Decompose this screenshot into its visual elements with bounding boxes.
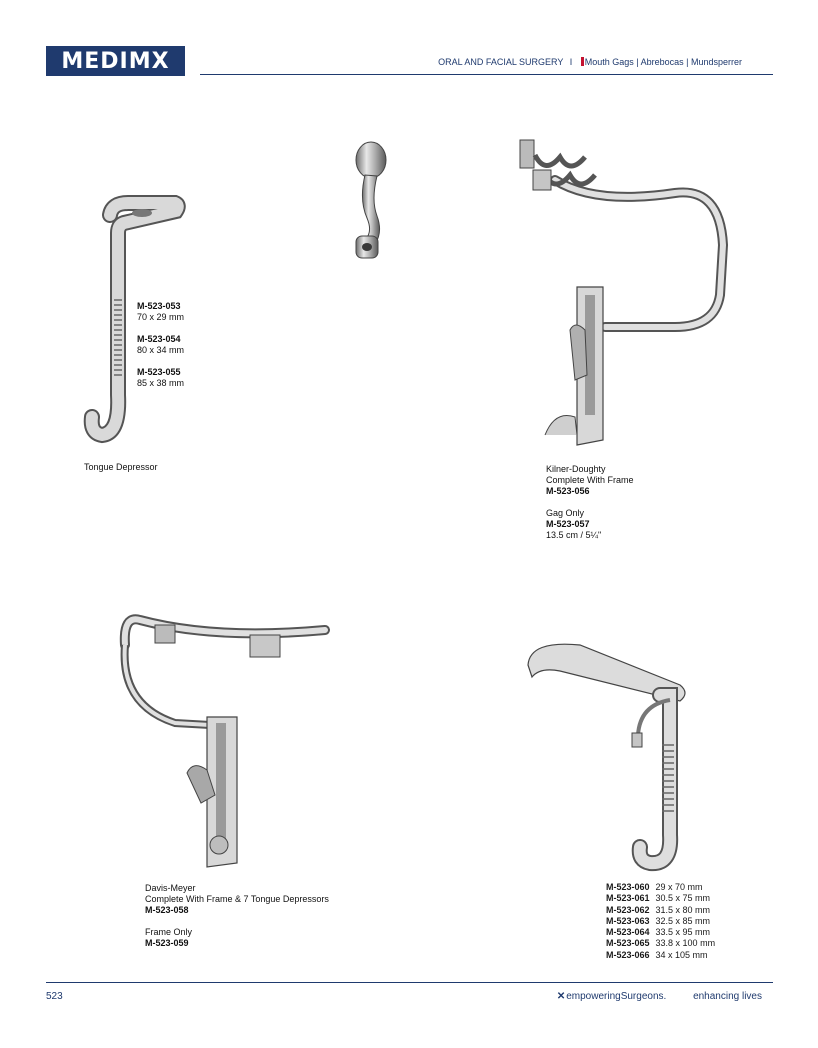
tongue-depressor-label: Tongue Depressor xyxy=(84,462,158,472)
size-value: 33.8 x 100 mm xyxy=(655,938,716,949)
tagline-secondary: enhancing lives xyxy=(693,991,762,1002)
variant-size: 80 x 34 mm xyxy=(137,345,185,355)
variant-code: M-523-055 xyxy=(137,367,181,377)
section-title: ORAL AND FACIAL SURGERY xyxy=(438,57,564,67)
logo-text: MEDIMX xyxy=(61,48,170,74)
variant-code: M-523-054 xyxy=(137,334,181,344)
size-code: M-523-060 xyxy=(606,882,650,892)
davis-meyer-illustration xyxy=(115,605,330,870)
tongue-depressor-variants xyxy=(137,301,184,389)
frame-description: Frame Only xyxy=(145,927,193,937)
gag-size: 13.5 cm / 5¼" xyxy=(546,530,602,540)
size-code: M-523-064 xyxy=(606,927,650,938)
gag-code: M-523-057 xyxy=(546,519,590,529)
variant-code: M-523-053 xyxy=(137,301,181,311)
kilner-doughty-illustration xyxy=(515,135,735,450)
size-code: M-523-063 xyxy=(606,915,650,926)
table-row xyxy=(606,950,715,961)
size-code: M-523-061 xyxy=(606,893,650,904)
blade-sizes-table xyxy=(606,882,715,961)
table-row xyxy=(606,938,715,949)
table-row xyxy=(606,927,715,938)
complete-description: Complete With Frame & 7 Tongue Depressors xyxy=(145,894,329,904)
size-code: M-523-062 xyxy=(606,904,650,915)
davis-meyer-label xyxy=(145,883,329,949)
footer-tagline xyxy=(557,991,762,1002)
page-number: 523 xyxy=(46,991,63,1002)
size-code: M-523-066 xyxy=(606,949,650,960)
red-marker-icon xyxy=(581,57,584,66)
frame-description: Complete With Frame xyxy=(546,475,634,485)
medimx-logo xyxy=(46,46,185,76)
tagline-text: empoweringSurgeons. xyxy=(566,991,667,1002)
footer-divider xyxy=(46,982,773,983)
frame-code: M-523-056 xyxy=(546,486,590,496)
size-value: 29 x 70 mm xyxy=(655,882,703,892)
size-value: 34 x 105 mm xyxy=(655,949,708,960)
blade-depressor-illustration xyxy=(520,635,705,870)
table-row xyxy=(606,882,715,893)
kilner-doughty-label xyxy=(546,464,634,541)
gag-handle-illustration xyxy=(345,140,395,265)
table-row xyxy=(606,893,715,904)
category-title: Mouth Gags | Abrebocas | Mundsperrer xyxy=(584,57,742,67)
product-name: Davis-Meyer xyxy=(145,883,196,893)
variant-size: 70 x 29 mm xyxy=(137,312,185,322)
variant-size: 85 x 38 mm xyxy=(137,378,185,388)
size-value: 30.5 x 75 mm xyxy=(655,893,711,904)
section-header xyxy=(438,57,742,67)
header-divider xyxy=(200,74,773,75)
size-code: M-523-065 xyxy=(606,938,650,949)
product-name: Kilner-Doughty xyxy=(546,464,606,474)
gag-description: Gag Only xyxy=(546,508,585,518)
size-value: 31.5 x 80 mm xyxy=(655,904,711,915)
size-value: 33.5 x 95 mm xyxy=(655,927,711,938)
frame-code: M-523-059 xyxy=(145,938,189,948)
section-separator: I xyxy=(569,57,573,67)
complete-code: M-523-058 xyxy=(145,905,189,915)
table-row xyxy=(606,905,715,916)
logo-mark-icon: ✕ xyxy=(556,991,566,1002)
size-value: 32.5 x 85 mm xyxy=(655,915,711,926)
table-row xyxy=(606,916,715,927)
